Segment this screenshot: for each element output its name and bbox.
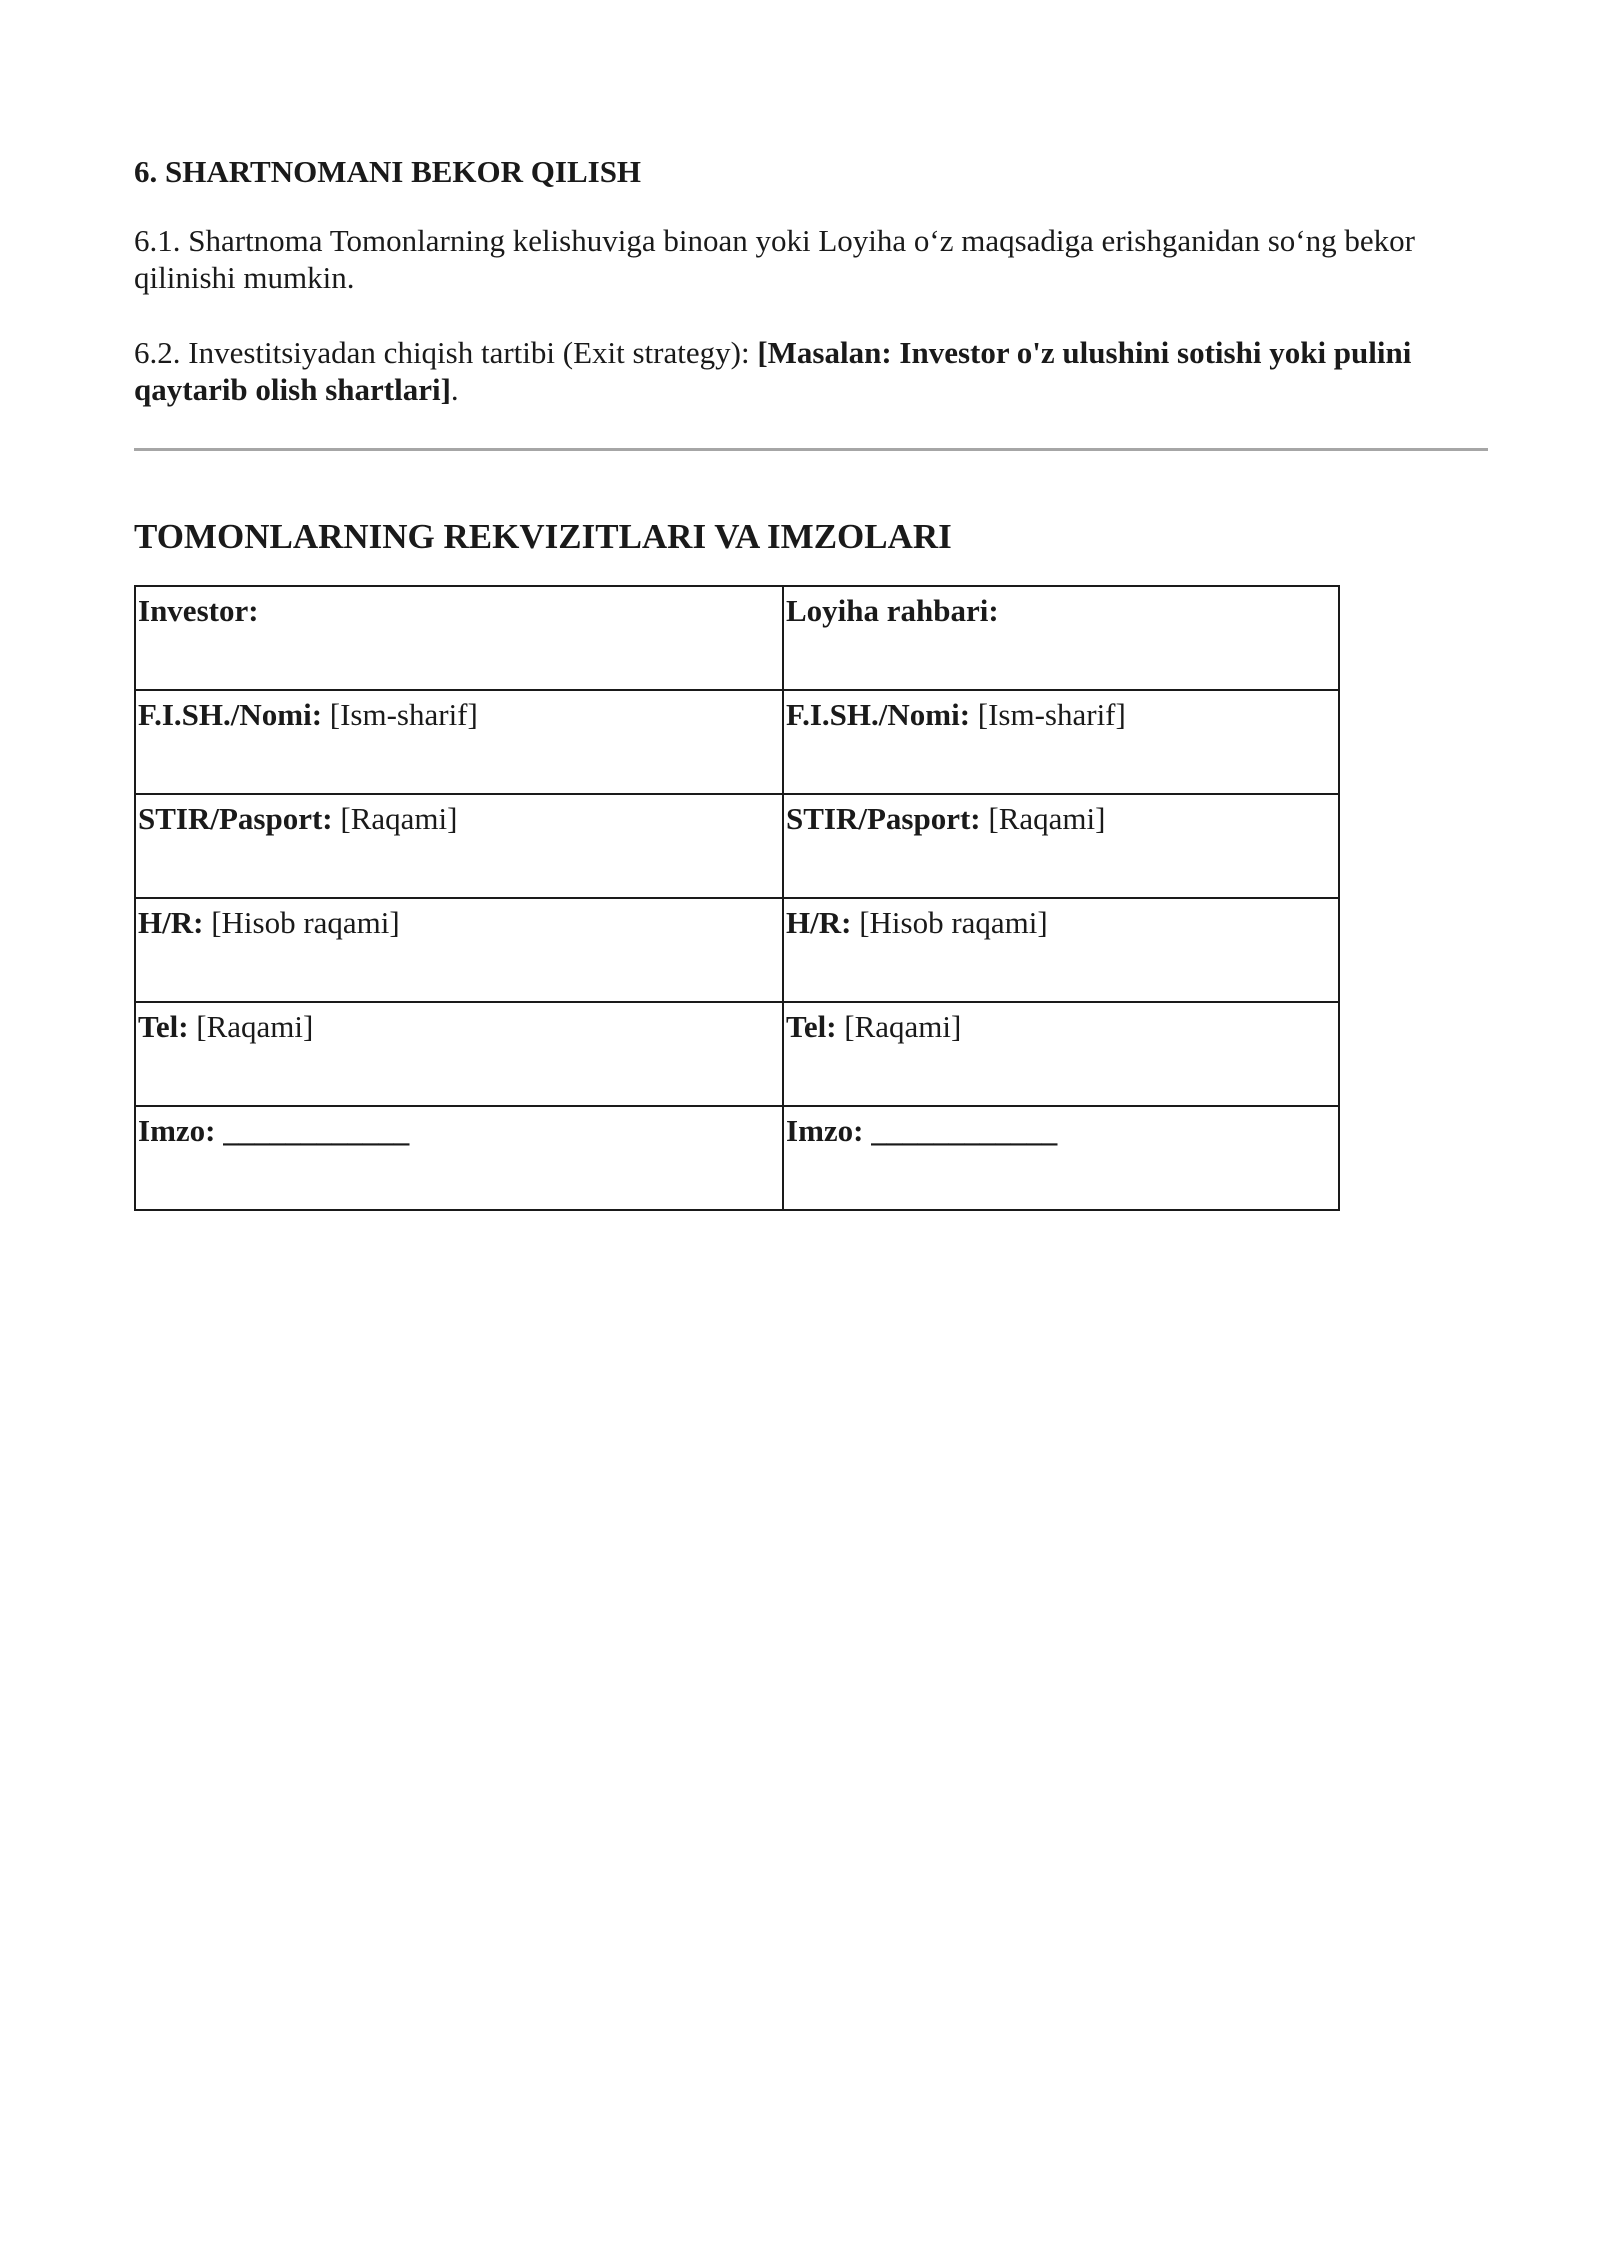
- clause-6-2-period: .: [450, 372, 459, 407]
- investor-cell: [135, 586, 783, 690]
- cell-label: Loyiha rahbari:: [786, 593, 999, 628]
- clause-6-2: [134, 334, 1488, 408]
- investor-tin-cell: [135, 794, 783, 898]
- cell-value: [Hisob raqami]: [203, 905, 400, 940]
- project-lead-phone-cell: [783, 1002, 1339, 1106]
- clause-6-1: 6.1. Shartnoma Tomonlarning kelishuviga binoan yoki Loyiha o‘z maqsadiga erishganidan so‘ng bekor qilinishi mumkin.: [134, 223, 1415, 295]
- cell-value: [Raqami]: [980, 801, 1106, 836]
- cell-value: [Raqami]: [332, 801, 458, 836]
- cell-value: [Hisob raqami]: [851, 905, 1048, 940]
- project-lead-cell: [783, 586, 1339, 690]
- requisites-title: TOMONLARNING REKVIZITLARI VA IMZOLARI: [134, 517, 952, 556]
- project-lead-name-cell: [783, 690, 1339, 794]
- table-row: [135, 794, 1339, 898]
- cell-label: F.I.SH./Nomi:: [786, 697, 971, 732]
- cell-label: Tel:: [138, 1009, 189, 1044]
- horizontal-divider: [134, 448, 1488, 451]
- investor-signature-cell: [135, 1106, 783, 1210]
- investor-name-cell: [135, 690, 783, 794]
- investor-phone-cell: [135, 1002, 783, 1106]
- clause-6-2-placeholder: [Masalan: Investor o'z ulushini sotishi yoki pulini qaytarib olish shartlari]: [134, 335, 1412, 407]
- cell-label: Tel:: [786, 1009, 837, 1044]
- cell-label: STIR/Pasport:: [138, 801, 333, 836]
- cell-label: F.I.SH./Nomi:: [138, 697, 323, 732]
- table-row: [135, 586, 1339, 690]
- table-row: [135, 690, 1339, 794]
- table-row: [135, 898, 1339, 1002]
- cell-label: H/R:: [138, 905, 204, 940]
- table-row: [135, 1002, 1339, 1106]
- cell-value: [Raqami]: [836, 1009, 962, 1044]
- document-page: [134, 150, 1488, 1211]
- project-lead-account-cell: [783, 898, 1339, 1002]
- investor-account-cell: [135, 898, 783, 1002]
- cell-value: [Ism-sharif]: [970, 697, 1126, 732]
- cell-value: [Raqami]: [188, 1009, 314, 1044]
- cell-label: Imzo: ____________: [138, 1113, 410, 1148]
- table-row: [135, 1106, 1339, 1210]
- cell-label: Investor:: [138, 593, 259, 628]
- clause-6-2-text: 6.2. Investitsiyadan chiqish tartibi (Exit strategy):: [134, 335, 758, 370]
- cell-value: [Ism-sharif]: [322, 697, 478, 732]
- cell-label: STIR/Pasport:: [786, 801, 981, 836]
- cell-label: Imzo: ____________: [786, 1113, 1058, 1148]
- project-lead-signature-cell: [783, 1106, 1339, 1210]
- section-6-heading: 6. SHARTNOMANI BEKOR QILISH: [134, 154, 642, 189]
- project-lead-tin-cell: [783, 794, 1339, 898]
- requisites-table: [134, 585, 1340, 1211]
- cell-label: H/R:: [786, 905, 852, 940]
